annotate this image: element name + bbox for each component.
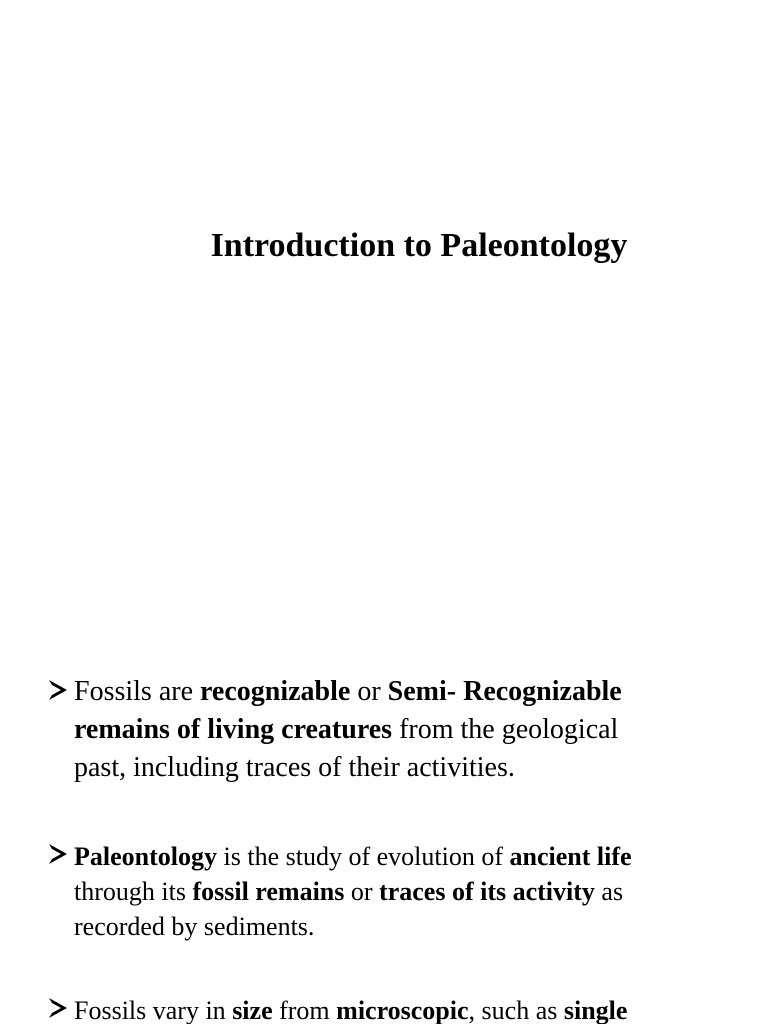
text-run: is the study of evolution of [217,842,510,871]
text-run: Fossils are [74,676,200,707]
bold-text-run: remains of living creatures [74,714,393,745]
text-run: Fossils vary in [74,996,233,1024]
arrow-bullet-icon [48,997,70,1019]
bullet-line [74,749,728,787]
bullet-line [74,909,728,944]
bullet-item-fossil-size [48,993,728,1024]
bullet-item-fossils-definition [48,673,728,787]
bold-text-run: fossil remains [192,877,345,906]
bullet-text [74,993,728,1024]
bold-text-run: single [563,996,628,1024]
page-title: Introduction to Paleontology [210,227,628,264]
text-run: from [272,996,337,1024]
bold-text-run: Semi- Recognizable [387,676,622,707]
bold-text-run: recognizable [200,676,351,707]
bullet-line [74,711,728,749]
text-run: , such as [468,996,564,1024]
arrow-bullet-icon [48,843,70,865]
bullet-line [74,874,728,909]
text-run: through its [74,877,193,906]
bold-text-run: ancient life [509,842,632,871]
arrow-bullet-icon [48,679,70,701]
bullet-line [74,993,728,1024]
text-run: past, including traces of their activities. [74,752,515,783]
bold-text-run: Paleontology [74,842,217,871]
bold-text-run: size [232,996,273,1024]
bold-text-run: microscopic [336,996,469,1024]
bullet-line [74,839,728,874]
text-run: or [350,676,388,707]
text-run: as [594,877,624,906]
bullet-item-paleontology-definition [48,839,728,944]
bullet-text [74,673,728,787]
bullet-line [74,673,728,711]
text-run: or [344,877,380,906]
text-run: from the geological [392,714,619,745]
bold-text-run: traces of its activity [379,877,595,906]
bullet-text [74,839,728,944]
text-run: recorded by sediments. [74,912,315,941]
